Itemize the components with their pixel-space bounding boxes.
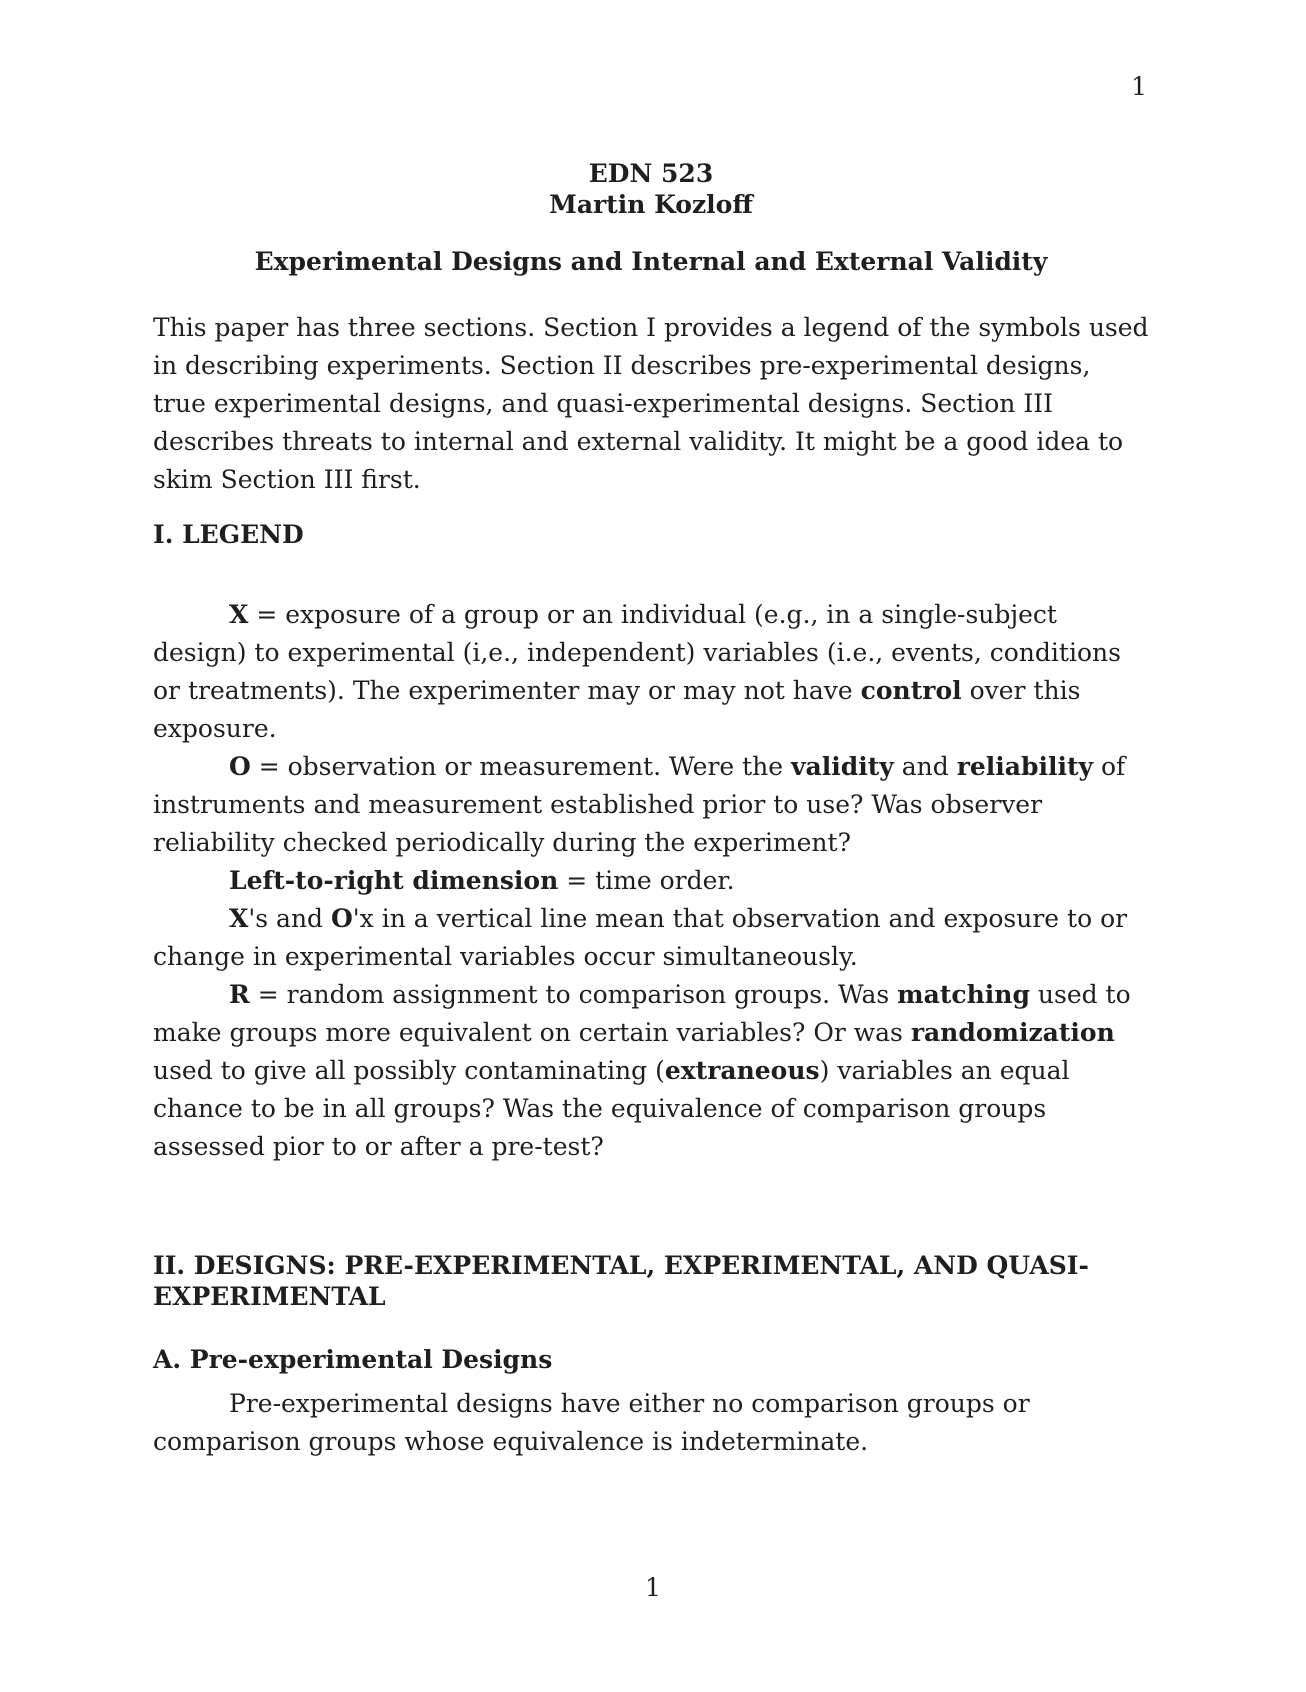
legend-o-bold-word-2: reliability	[956, 752, 1094, 781]
legend-left-to-right-term: Left-to-right dimension	[229, 866, 559, 895]
legend-o-term: O	[229, 752, 251, 781]
legend-x-text-after-bold: over this exposure.	[153, 676, 1081, 743]
document-title: Experimental Designs and Internal and External Validity	[254, 247, 1048, 276]
document-content	[153, 158, 1149, 1461]
legend-r-term: R	[229, 980, 250, 1009]
legend-vertical-rest-text: 'x in a vertical line mean that observation and exposure to or change in experimental variables occur simultaneously.	[153, 904, 1128, 971]
pre-experimental-subheading: A. Pre-experimental Designs	[153, 1345, 553, 1374]
legend-left-to-right-text: = time order.	[558, 866, 735, 895]
designs-heading: II. DESIGNS: PRE-EXPERIMENTAL, EXPERIMENTAL, AND QUASI-EXPERIMENTAL	[153, 1251, 1089, 1311]
legend-vertical-term-x: X	[229, 904, 249, 933]
legend-o-text-after: of instruments and measurement established prior to use? Was observer reliability checked periodically during the experiment?	[153, 752, 1126, 857]
legend-x-text-before-bold: = exposure of a group or an individual (e.g., in a single-subject design) to experimental (i,e., independent) variables (i.e., events, conditions or treatments). The experimenter may or may not have	[153, 600, 1121, 705]
legend-r-paragraph	[153, 976, 1149, 1166]
footer-page-number: 1	[645, 1573, 661, 1602]
legend-r-bold-word-3: extraneous	[664, 1056, 820, 1085]
legend-x-paragraph	[153, 596, 1149, 748]
course-heading-block	[153, 158, 1149, 220]
legend-vertical-term-o: O	[331, 904, 353, 933]
legend-x-bold-word: control	[860, 676, 962, 705]
legend-r-text-between-2: used to give all possibly contaminating (	[153, 1056, 665, 1085]
legend-r-text-after: ) variables an equal chance to be in all groups? Was the equivalence of comparison groups assessed pior to or after a pre-test?	[153, 1056, 1070, 1161]
legend-vertical-line-paragraph	[153, 900, 1149, 976]
header-page-number: 1	[1131, 72, 1147, 101]
legend-r-text-before-bold-1: = random assignment to comparison groups. Was	[249, 980, 898, 1009]
legend-left-to-right-paragraph	[153, 862, 1149, 900]
legend-r-bold-word-1: matching	[897, 980, 1030, 1009]
legend-r-bold-word-2: randomization	[910, 1018, 1115, 1047]
legend-list	[153, 596, 1149, 1166]
legend-vertical-middle-text: 's and	[248, 904, 332, 933]
pre-experimental-paragraph: Pre-experimental designs have either no comparison groups or comparison groups whose equivalence is indeterminate.	[153, 1389, 1030, 1456]
legend-o-paragraph	[153, 748, 1149, 862]
legend-r-text-between-1: used to make groups more equivalent on certain variables? Or was	[153, 980, 1131, 1047]
legend-x-term: X	[229, 600, 249, 629]
legend-o-bold-word-1: validity	[791, 752, 894, 781]
course-code: EDN 523	[588, 159, 714, 188]
author-name: Martin Kozloff	[549, 190, 753, 219]
intro-paragraph: This paper has three sections. Section I provides a legend of the symbols used in describing experiments. Section II describes pre-experimental designs, true experimental designs, and quasi-experimental designs. Section III describes threats to internal and external validity. It might be a good idea to skim Section III first.	[153, 313, 1149, 494]
legend-o-text-between: and	[893, 752, 957, 781]
legend-o-text-before-bold-1: = observation or measurement. Were the	[250, 752, 792, 781]
legend-heading: I. LEGEND	[153, 520, 304, 549]
